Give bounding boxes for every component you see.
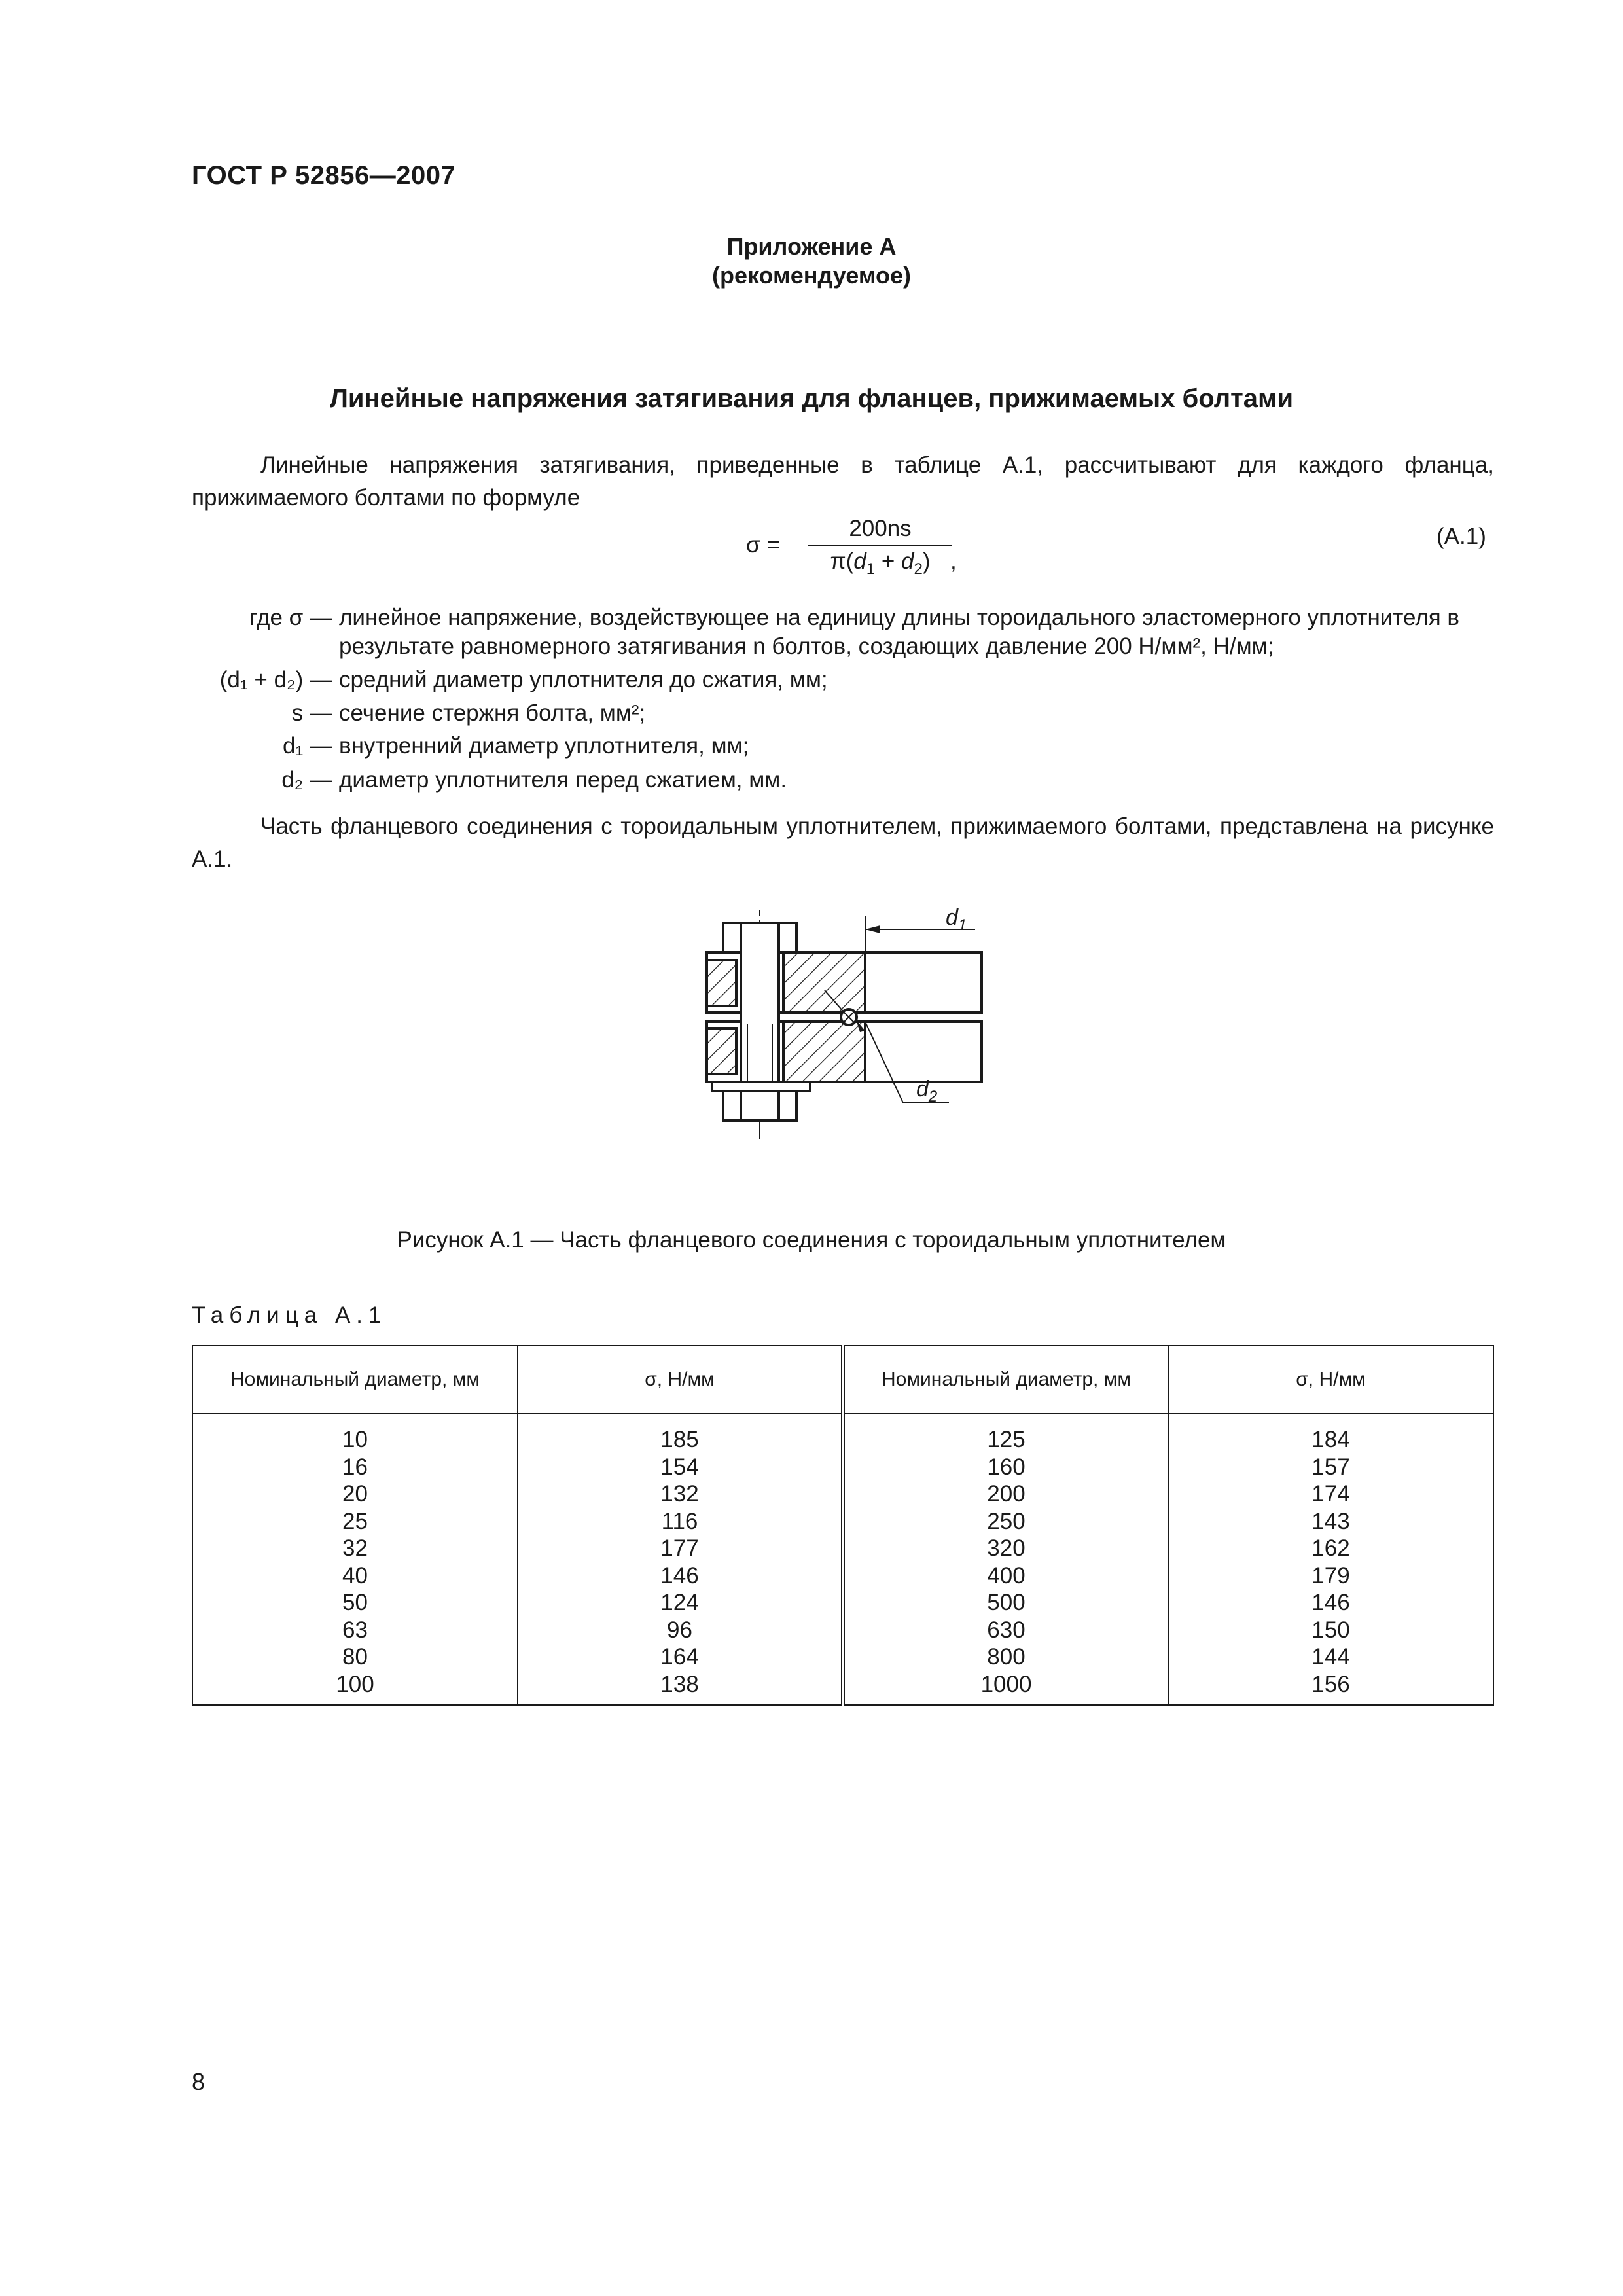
where-text-d2: диаметр уплотнителя перед сжатием, мм. xyxy=(339,767,787,793)
table-cell: 20 xyxy=(342,1481,368,1507)
table-cell: 179 xyxy=(1311,1562,1350,1588)
table-label: Таблица А.1 xyxy=(192,1302,387,1328)
table-cell: 32 xyxy=(342,1535,368,1561)
column-nominal-diameter-2 xyxy=(843,1414,1168,1705)
table-cell: 116 xyxy=(661,1508,698,1534)
table-cell: 800 xyxy=(987,1644,1026,1670)
table-row xyxy=(192,1414,1493,1705)
table-cell: 144 xyxy=(1311,1644,1350,1670)
formula-paren-open: π( xyxy=(830,548,854,574)
table-cell: 156 xyxy=(1311,1671,1350,1697)
page-number: 8 xyxy=(192,2068,205,2095)
column-nominal-diameter-1 xyxy=(192,1414,518,1705)
table-cell: 16 xyxy=(342,1454,368,1480)
flange-figure xyxy=(694,906,995,1208)
where-text-s: сечение стержня болта, мм²; xyxy=(339,700,646,726)
column-sigma-2 xyxy=(1168,1414,1493,1705)
formula xyxy=(746,516,969,588)
formula-number: (А.1) xyxy=(1436,524,1486,549)
formula-d1: d xyxy=(853,548,866,574)
table-cell: 630 xyxy=(987,1617,1026,1643)
table-cell: 143 xyxy=(1311,1508,1350,1534)
table-cell: 184 xyxy=(1311,1427,1350,1452)
formula-numerator xyxy=(808,516,952,546)
table-cell: 10 xyxy=(342,1427,368,1452)
figure-caption: Рисунок А.1 — Часть фланцевого соединения с тороидальным уплотнителем xyxy=(397,1227,1226,1253)
appendix-status: (рекомендуемое) xyxy=(712,262,911,289)
bolt-nut xyxy=(723,1091,796,1121)
table-cell: 200 xyxy=(987,1481,1026,1507)
table-cell: 400 xyxy=(987,1562,1026,1588)
where-text-sigma: линейное напряжение, воздействующее на единицу длины тороидального эластомерного уплотнителя в результате равномерного затягивания n болтов, создающих давление 200 Н/мм², Н/мм; xyxy=(339,605,1460,659)
table-cell: 50 xyxy=(342,1590,368,1615)
table-cell: 124 xyxy=(660,1590,699,1615)
formula-denominator xyxy=(808,546,952,579)
table-cell: 174 xyxy=(1311,1481,1350,1507)
table-cell: 185 xyxy=(660,1427,699,1452)
table-cell: 146 xyxy=(660,1562,699,1588)
header-nominal-diameter-2: Номинальный диаметр, мм xyxy=(843,1346,1168,1414)
where-symbol-mean-diameter: (d₁ + d₂) — xyxy=(219,667,332,692)
table-cell: 157 xyxy=(1311,1454,1350,1480)
section-title: Линейные напряжения затягивания для фланцев, прижимаемых болтами xyxy=(329,384,1294,413)
table-cell: 150 xyxy=(1311,1617,1350,1643)
document-header: ГОСТ Р 52856—2007 xyxy=(192,161,456,190)
formula-fraction xyxy=(808,516,952,579)
table-cell: 146 xyxy=(1311,1590,1350,1615)
formula-comma: , xyxy=(950,548,957,574)
formula-d2: d xyxy=(901,548,914,574)
table-cell: 320 xyxy=(987,1535,1026,1561)
label-d2: $d_2$ xyxy=(916,1077,938,1105)
formula-paren-close: ) xyxy=(922,548,931,574)
header-sigma-2: σ, Н/мм xyxy=(1168,1346,1493,1414)
column-sigma-1 xyxy=(518,1414,843,1705)
formula-plus: + xyxy=(875,548,902,574)
where-text-d1: внутренний диаметр уплотнителя, мм; xyxy=(339,733,749,759)
table-cell: 132 xyxy=(660,1481,699,1507)
table-cell: 154 xyxy=(660,1454,699,1480)
header-nominal-diameter-1: Номинальный диаметр, мм xyxy=(192,1346,518,1414)
table-cell: 63 xyxy=(342,1617,368,1643)
formula-d1-sub: 1 xyxy=(866,560,876,578)
table-cell: 160 xyxy=(987,1454,1026,1480)
table-cell: 177 xyxy=(660,1535,699,1561)
where-symbol-sigma: где σ — xyxy=(249,605,332,630)
appendix-title: Приложение А xyxy=(726,233,897,260)
header-sigma-1: σ, Н/мм xyxy=(518,1346,843,1414)
table-header-row xyxy=(192,1346,1493,1414)
table-cell: 125 xyxy=(987,1427,1026,1452)
where-symbol-s: s — xyxy=(291,700,332,726)
data-table xyxy=(192,1345,1494,1706)
table-cell: 164 xyxy=(660,1644,699,1670)
table-cell: 138 xyxy=(660,1671,699,1697)
table-cell: 100 xyxy=(336,1671,374,1697)
formula-lhs: σ = xyxy=(746,532,780,558)
table-cell: 96 xyxy=(667,1617,692,1643)
label-d1: $d_1$ xyxy=(946,906,967,934)
table-cell: 162 xyxy=(1311,1535,1350,1561)
intro-paragraph: Линейные напряжения затягивания, приведенные в таблице А.1, рассчитывают для каждого фланца, прижимаемого болтами по формуле xyxy=(192,452,1494,511)
table-cell: 250 xyxy=(987,1508,1026,1534)
table-cell: 80 xyxy=(342,1644,368,1670)
figure-paragraph: Часть фланцевого соединения с тороидальным уплотнителем, прижимаемого болтами, представлена на рисунке А.1. xyxy=(192,814,1494,872)
formula-d2-sub: 2 xyxy=(914,560,923,578)
table-cell: 25 xyxy=(342,1508,368,1534)
table-cell: 40 xyxy=(342,1562,368,1588)
flange-drawing xyxy=(694,906,995,1208)
where-symbol-d2: d₂ — xyxy=(281,767,332,793)
formula-numerator-text: 200ns xyxy=(849,516,912,541)
where-text-mean-diameter: средний диаметр уплотнителя до сжатия, мм; xyxy=(339,667,828,692)
table-cell: 1000 xyxy=(980,1671,1032,1697)
where-symbol-d1: d₁ — xyxy=(283,733,332,759)
table-cell: 500 xyxy=(987,1590,1026,1615)
